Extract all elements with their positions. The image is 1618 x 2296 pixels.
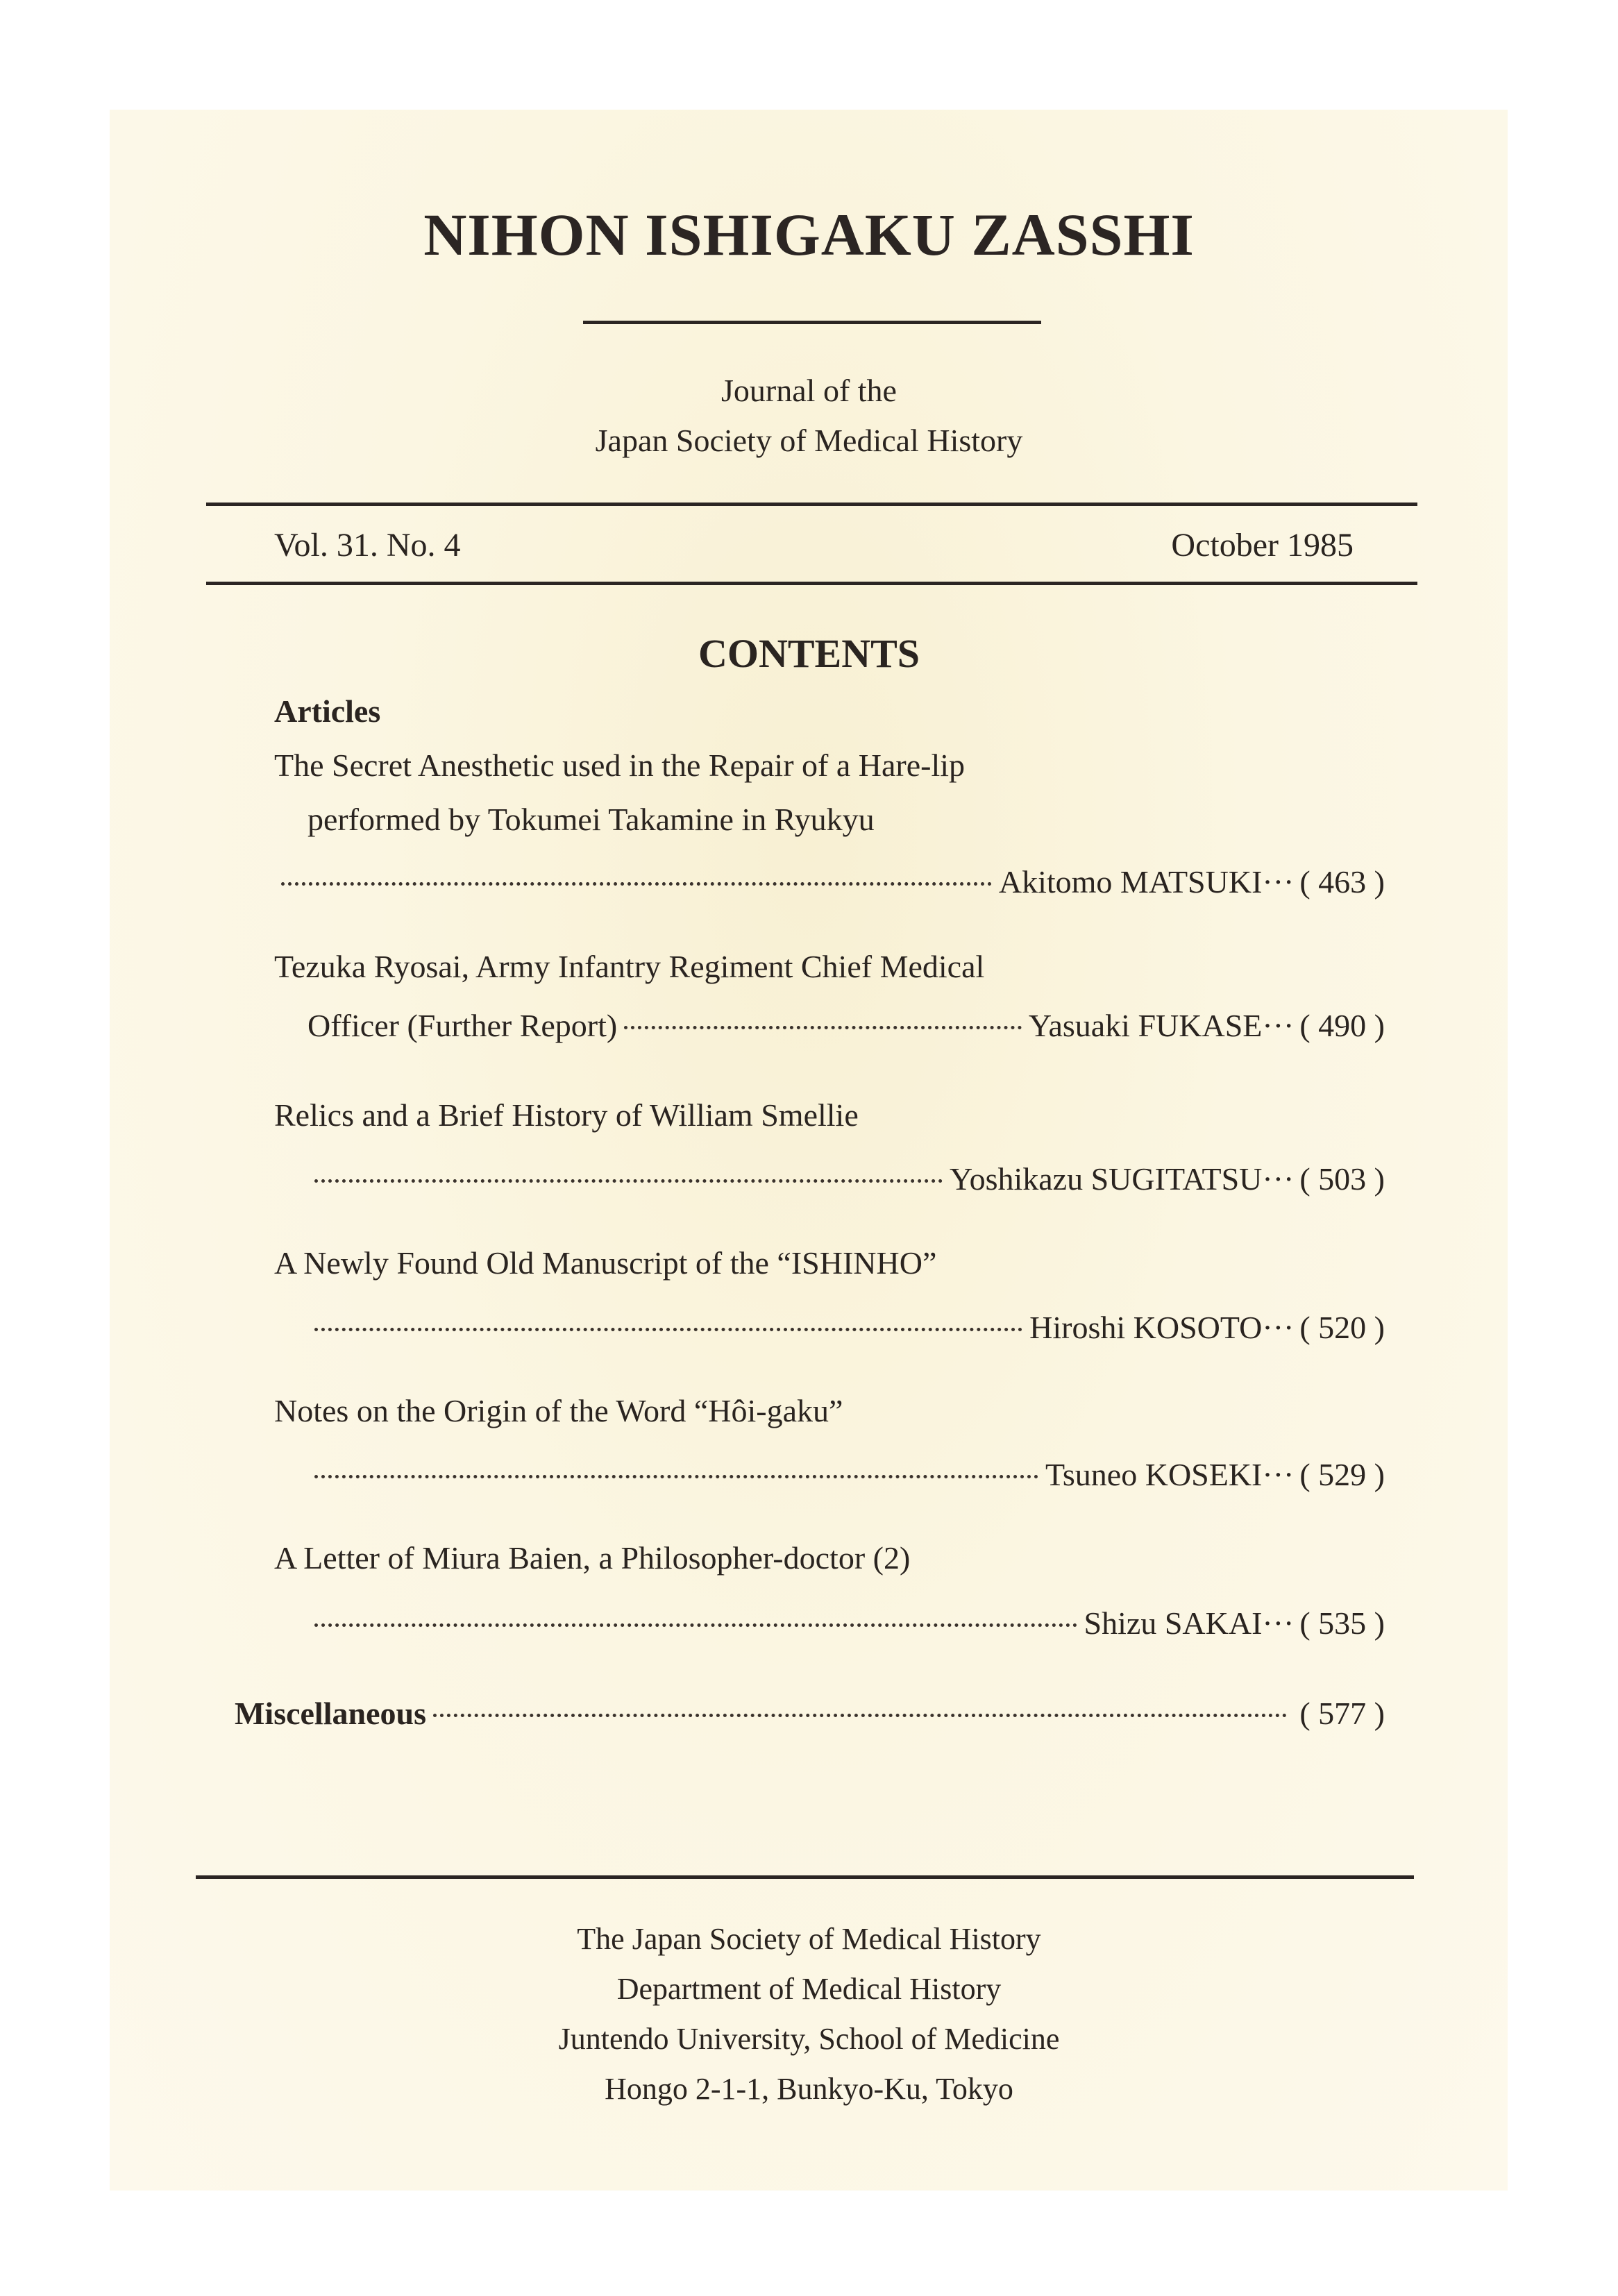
article-6-author: Shizu SAKAI [1084, 1605, 1263, 1641]
article-1-author: Akitomo MATSUKI [998, 864, 1263, 900]
dot-leader [314, 1306, 1022, 1338]
article-4-title-line1: A Newly Found Old Manuscript of the “ISHINHO” [274, 1245, 937, 1281]
article-2-ellipsis: ··· [1262, 1008, 1295, 1043]
article-1-ellipsis: ··· [1262, 864, 1295, 900]
issue-top-rule [206, 503, 1417, 506]
miscellaneous-entry [235, 1692, 1385, 1730]
article-4-page: ( 520 ) [1299, 1310, 1385, 1345]
article-1-entry [274, 861, 1385, 898]
article-2-title-line2: Officer (Further Report) [307, 1008, 618, 1043]
article-4-ellipsis: ··· [1262, 1310, 1295, 1345]
journal-subtitle-line1: Journal of the [721, 373, 897, 408]
dot-leader [624, 1004, 1022, 1036]
article-2-entry [307, 1004, 1385, 1042]
issue-date: October 1985 [1171, 527, 1354, 564]
miscellaneous-page: ( 577 ) [1299, 1696, 1385, 1731]
section-label-articles: Articles [274, 693, 381, 729]
article-3-title-line1: Relics and a Brief History of William Smellie [274, 1097, 859, 1133]
dot-leader [433, 1692, 1287, 1724]
article-6-title-line1: A Letter of Miura Baien, a Philosopher-doctor (2) [274, 1540, 911, 1576]
footer-university: Juntendo University, School of Medicine [558, 2022, 1060, 2056]
article-2-page: ( 490 ) [1299, 1008, 1385, 1043]
dot-leader [314, 1158, 943, 1190]
article-3-author: Yoshikazu SUGITATSU [949, 1161, 1263, 1197]
article-3-ellipsis: ··· [1262, 1161, 1295, 1197]
journal-subtitle-line2: Japan Society of Medical History [595, 423, 1023, 458]
article-2-author: Yasuaki FUKASE [1028, 1008, 1263, 1043]
article-5-ellipsis: ··· [1262, 1457, 1295, 1492]
dot-leader [314, 1453, 1038, 1485]
article-6-ellipsis: ··· [1262, 1605, 1295, 1641]
article-6-entry [307, 1602, 1385, 1639]
article-6-page: ( 535 ) [1299, 1605, 1385, 1641]
article-2-title-line1: Tezuka Ryosai, Army Infantry Regiment Chief Medical [274, 949, 985, 984]
article-4-entry [307, 1306, 1385, 1344]
journal-title: NIHON ISHIGAKU ZASSHI [423, 201, 1195, 268]
footer-department: Department of Medical History [616, 1972, 1002, 2006]
issue-bottom-rule [206, 582, 1417, 585]
dot-leader [314, 1602, 1077, 1634]
article-1-title-line2: performed by Tokumei Takamine in Ryukyu [307, 802, 875, 837]
title-rule [583, 321, 1041, 324]
footer-address: Hongo 2-1-1, Bunkyo-Ku, Tokyo [605, 2072, 1013, 2106]
article-1-title-line1: The Secret Anesthetic used in the Repair of a Hare-lip [274, 748, 966, 783]
volume-number: Vol. 31. No. 4 [274, 527, 461, 564]
article-5-page: ( 529 ) [1299, 1457, 1385, 1492]
article-3-entry [307, 1158, 1385, 1195]
article-5-title-line1: Notes on the Origin of the Word “Hôi-gaku” [274, 1393, 843, 1428]
article-4-author: Hiroshi KOSOTO [1029, 1310, 1263, 1345]
dot-leader [281, 861, 992, 893]
article-5-entry [307, 1453, 1385, 1491]
footer-society: The Japan Society of Medical History [577, 1922, 1041, 1956]
miscellaneous-label: Miscellaneous [235, 1696, 426, 1731]
contents-heading: CONTENTS [698, 631, 920, 676]
footer-rule [196, 1875, 1414, 1879]
article-5-author: Tsuneo KOSEKI [1045, 1457, 1263, 1492]
article-1-page: ( 463 ) [1299, 864, 1385, 900]
article-3-page: ( 503 ) [1299, 1161, 1385, 1197]
